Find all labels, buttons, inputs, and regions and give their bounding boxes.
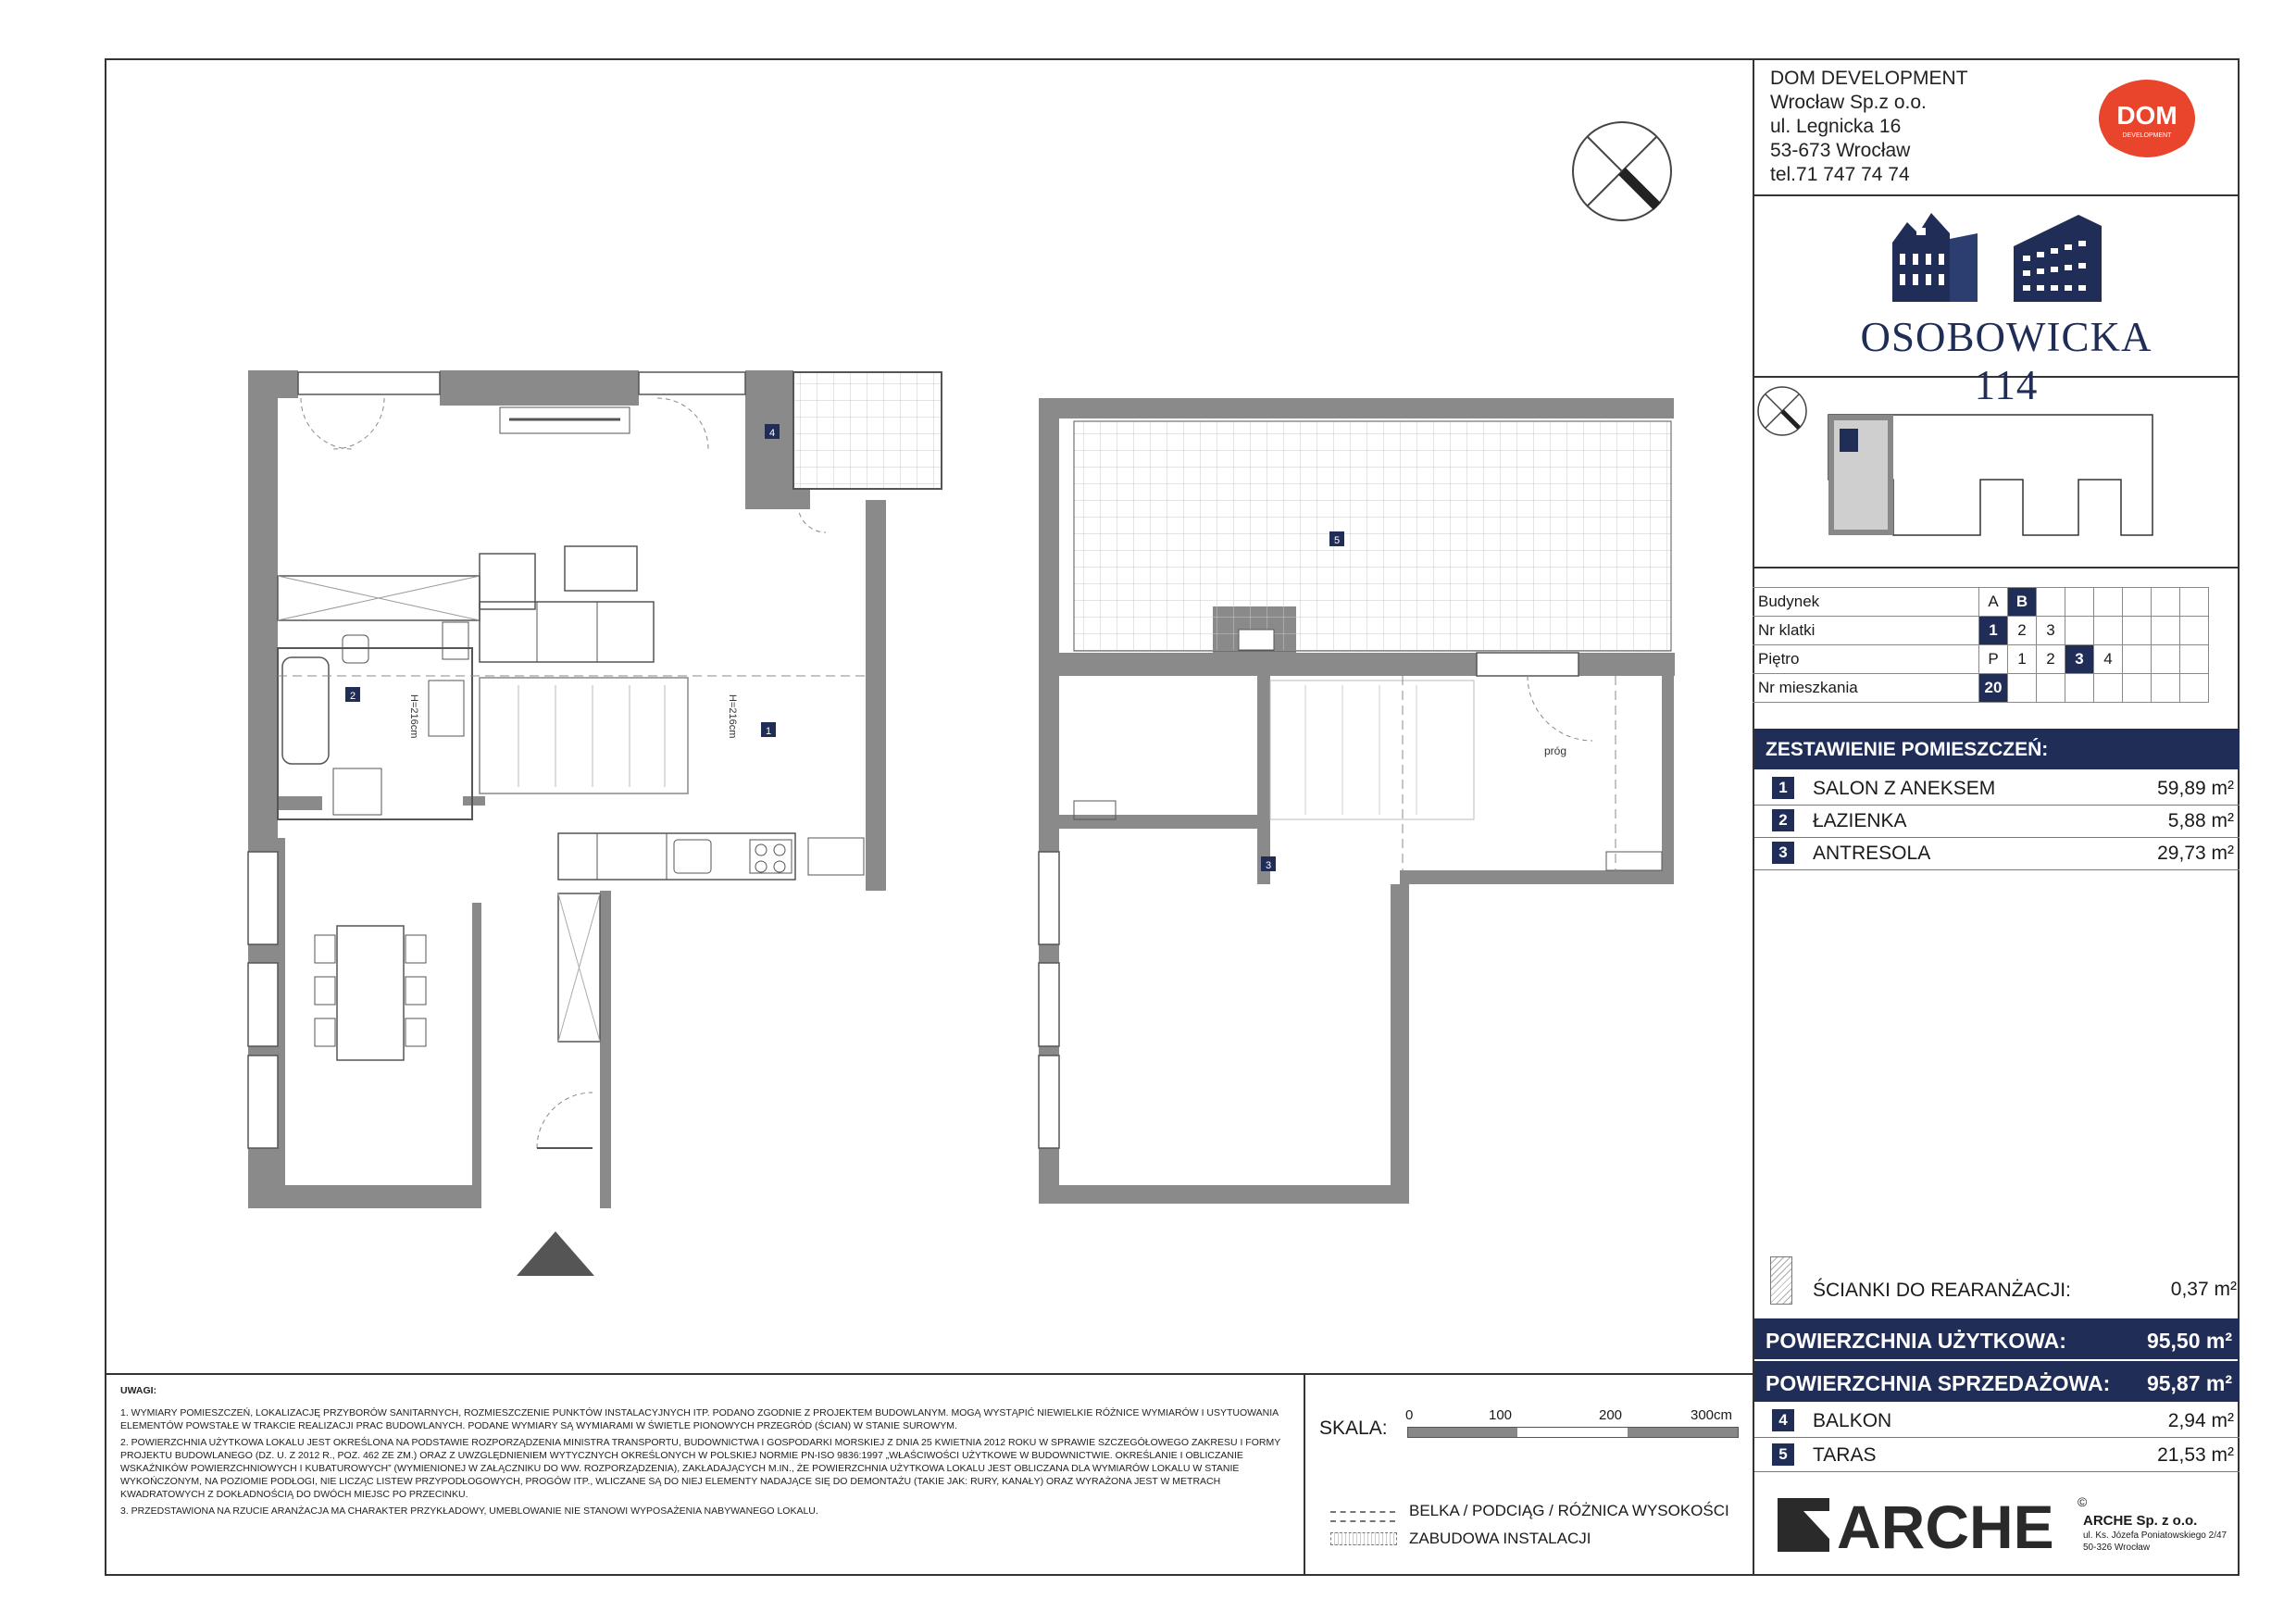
extra-name: TARAS [1813, 1444, 1877, 1466]
selector-row-apartment [1753, 674, 2209, 703]
note-2: 2. POWIERZCHNIA UŻYTKOWA LOKALU JEST OKREŚLONA NA PODSTAWIE ROZPORZĄDZENIA MINISTRA TRANSPORTU, BUDOWNICTWA I GOSPODARKI MORSKIEJ Z DNIA 25 KWIETNIA 2012 ROKU W SPRAWIE SZCZEGÓŁOWEGO ZAKRESU I FORMY PROJEKTU BUDOWLANEGO (DZ. U. Z 2012 R., POZ. 462 ZE ZM.) ORAZ Z UWZGLĘDNIENIEM WYTYCZNYCH OKREŚLONYCH W POLSKIEJ NORMIE PN-ISO 9836:1997 „WŁAŚCIWOŚCI UŻYTKOWE W BUDOWNICTWIE. OKREŚLANIE I OBLICZANIE WSKAŹNIKÓW POWIERZCHNIOWYCH I KUBATUROWYCH” (WYMIENIONEJ W ZAŁĄCZNIKU DO WW. ROZPORZĄDZENIA), ZAKŁADAJĄCYCH M.IN., ŻE POWIERZCHNIA UŻYTKOWA LOKALU JEST OBLICZANA DLA WYMIARÓW LOKALU W STANIE WYKOŃCZONYM, NA POZIOMIE PODŁOGI, NIE LICZĄC LISTEW PRZYPODŁOGOWYCH, PROGÓW ITP., WLICZANE SĄ DO NIEJ ELEMENTY NADAJĄCE SIĘ DO DEMONTAŻU (TAKIE JAK: RURY, KANAŁY) ORAZ WYRAŻONA JEST W METRACH KWADRATOWYCH Z DOKŁADNOŚCIĄ DO DWÓCH MIEJSC PO PRZECINKU. [120, 1437, 1281, 1500]
apartment-option-20[interactable]: 20 [1979, 674, 2008, 703]
room-tag-4: 4 [768, 428, 776, 439]
room-row [1754, 837, 2240, 870]
sale-area-total [1754, 1361, 2240, 1402]
usable-area-value: 95,50 m² [2146, 1329, 2232, 1353]
floor-option-p[interactable]: P [1979, 645, 2008, 674]
room-tag-1: 1 [765, 726, 772, 737]
room-area: 5,88 m² [2167, 810, 2234, 831]
stair-label: Nr klatki [1753, 617, 1979, 645]
sale-area-value: 95,87 m² [2146, 1371, 2232, 1395]
architect-address2: 50-326 Wrocław [2083, 1543, 2151, 1553]
copyright-mark: © [2078, 1494, 2088, 1509]
installation-legend-swatch [1330, 1532, 1397, 1545]
scale-tick-0: 0 [1405, 1407, 1414, 1423]
room-number: 3 [1772, 842, 1794, 864]
project-illustration [1889, 206, 2129, 307]
partition-hatch-swatch [1770, 1256, 1792, 1305]
room-row [1754, 805, 2240, 838]
scale-bar [1407, 1427, 1739, 1438]
key-plan [1754, 378, 2240, 567]
logo-text: DOM [2116, 101, 2177, 130]
extra-number: 4 [1772, 1409, 1794, 1431]
ceiling-height-label: H=216cm [727, 694, 738, 739]
rooms-heading-text: ZESTAWIENIE POMIESZCZEŃ: [1766, 739, 2049, 760]
notes-section [120, 1384, 1292, 1521]
beam-legend-line [1330, 1511, 1395, 1513]
architect-info [2083, 1513, 2227, 1554]
room-tag-3: 3 [1265, 860, 1272, 871]
project-title: OSOBOWICKA 114 [1860, 314, 2152, 408]
stair-option-2[interactable]: 2 [2008, 617, 2037, 645]
ceiling-height-label: H=216cm [408, 694, 419, 739]
notes-heading: UWAGI: [120, 1385, 157, 1396]
note-3: 3. PRZEDSTAWIONA NA RZUCIE ARANŻACJA MA CHARAKTER PRZYKŁADOWY, UMEBLOWANIE NIE STANOWI WYPOSAŻENIA NABYWANEGO LOKALU. [120, 1505, 818, 1517]
room-tag-2: 2 [349, 691, 356, 702]
scale-tick-200: 200 [1599, 1407, 1623, 1423]
threshold-label: próg [1544, 744, 1567, 757]
upper-floor-plan [1039, 398, 1675, 1204]
architect-address1: ul. Ks. Józefa Poniatowskiego 2/47 [2083, 1530, 2227, 1541]
arche-logo-text: ARCHE [1837, 1493, 2054, 1557]
floor-option-2[interactable]: 2 [2037, 645, 2065, 674]
sale-area-label: POWIERZCHNIA SPRZEDAŻOWA: [1766, 1371, 2111, 1395]
room-name: ANTRESOLA [1813, 843, 1931, 864]
company-name: DOM DEVELOPMENT [1770, 68, 1968, 89]
building-option-b[interactable]: B [2008, 588, 2037, 617]
company-street: ul. Legnicka 16 [1770, 116, 1902, 137]
company-phone: tel.71 747 74 74 [1770, 164, 1910, 185]
room-area: 59,89 m² [2157, 778, 2234, 799]
stair-option-1[interactable]: 1 [1979, 617, 2008, 645]
room-tag-5: 5 [1333, 535, 1341, 546]
room-area: 29,73 m² [2157, 843, 2234, 864]
extra-number: 5 [1772, 1443, 1794, 1466]
arche-logo [1776, 1493, 2081, 1557]
notes-legend-divider [1304, 1373, 1305, 1576]
floor-option-4[interactable]: 4 [2094, 645, 2123, 674]
company-city: 53-673 Wrocław [1770, 140, 1911, 161]
room-number: 1 [1772, 777, 1794, 799]
dom-development-logo [2090, 74, 2203, 163]
scale-label: SKALA: [1319, 1418, 1388, 1439]
company-info [1770, 67, 1968, 187]
extra-row [1754, 1405, 2240, 1438]
beam-legend-label: BELKA / PODCIĄG / RÓŻNICA WYSOKOŚCI [1409, 1502, 1729, 1519]
installation-legend-label: ZABUDOWA INSTALACJI [1409, 1530, 1591, 1547]
building-label: Budynek [1753, 588, 1979, 617]
room-number: 2 [1772, 809, 1794, 831]
compass-icon [1573, 122, 1671, 220]
note-1: 1. WYMIARY POMIESZCZEŃ, LOKALIZACJĘ PRZYBORÓW SANITARNYCH, ROZMIESZCZENIE PUNKTÓW INSTALACYJNYCH ITP. PODANO ZGODNIE Z PROJEKTEM BUDOWLANYM. MOGĄ WYSTĄPIĆ NIEWIELKIE RÓŻNICE WYMIARÓW I USYTUOWANIA ELEMENTÓW POWSTAŁE W TRAKCIE REALIZACJI PRAC BUDOWLANYCH. PODANE WYMIARY SĄ WYMIARAMI W ŚWIETLE PIONOWYCH PRZEGRÓD (ŚCIAN) W STANIE SUROWYM. [120, 1407, 1279, 1431]
stair-option-3[interactable]: 3 [2037, 617, 2065, 645]
selector-row-stair [1753, 617, 2209, 645]
extra-area: 2,94 m² [2167, 1410, 2234, 1431]
selector-row-floor [1753, 645, 2209, 674]
scale-tick-100: 100 [1489, 1407, 1513, 1423]
logo-subtext: DEVELOPMENT [2122, 132, 2172, 139]
extra-row [1754, 1439, 2240, 1472]
usable-area-label: POWIERZCHNIA UŻYTKOWA: [1766, 1329, 2066, 1353]
keyplan-divider [1753, 567, 2240, 568]
partitions-label: ŚCIANKI DO REARANŻACJI: [1813, 1280, 2071, 1301]
architect-name: ARCHE Sp. z o.o. [2083, 1513, 2198, 1529]
usable-area-total [1754, 1318, 2240, 1359]
room-name: SALON Z ANEKSEM [1813, 778, 1996, 799]
floor-option-1[interactable]: 1 [2008, 645, 2037, 674]
rooms-heading [1754, 729, 2240, 769]
scale-tick-300: 300cm [1691, 1407, 1733, 1423]
lower-floor-plan [248, 370, 942, 1276]
notes-divider [105, 1373, 1754, 1375]
partitions-area: 0,37 m² [2170, 1279, 2237, 1300]
floor-label: Piętro [1753, 645, 1979, 674]
floor-option-3[interactable]: 3 [2065, 645, 2094, 674]
apartment-label: Nr mieszkania [1753, 674, 1979, 703]
selector-row-building [1753, 588, 2209, 617]
company-divider [1753, 194, 2240, 196]
building-option-a[interactable]: A [1979, 588, 2008, 617]
unit-selector [1753, 587, 2209, 703]
company-line2: Wrocław Sp.z o.o. [1770, 92, 1927, 113]
extra-area: 21,53 m² [2157, 1444, 2234, 1466]
extra-name: BALKON [1813, 1410, 1892, 1431]
room-row [1754, 772, 2240, 806]
compass-small-icon [1758, 387, 1806, 435]
room-name: ŁAZIENKA [1813, 810, 1907, 831]
